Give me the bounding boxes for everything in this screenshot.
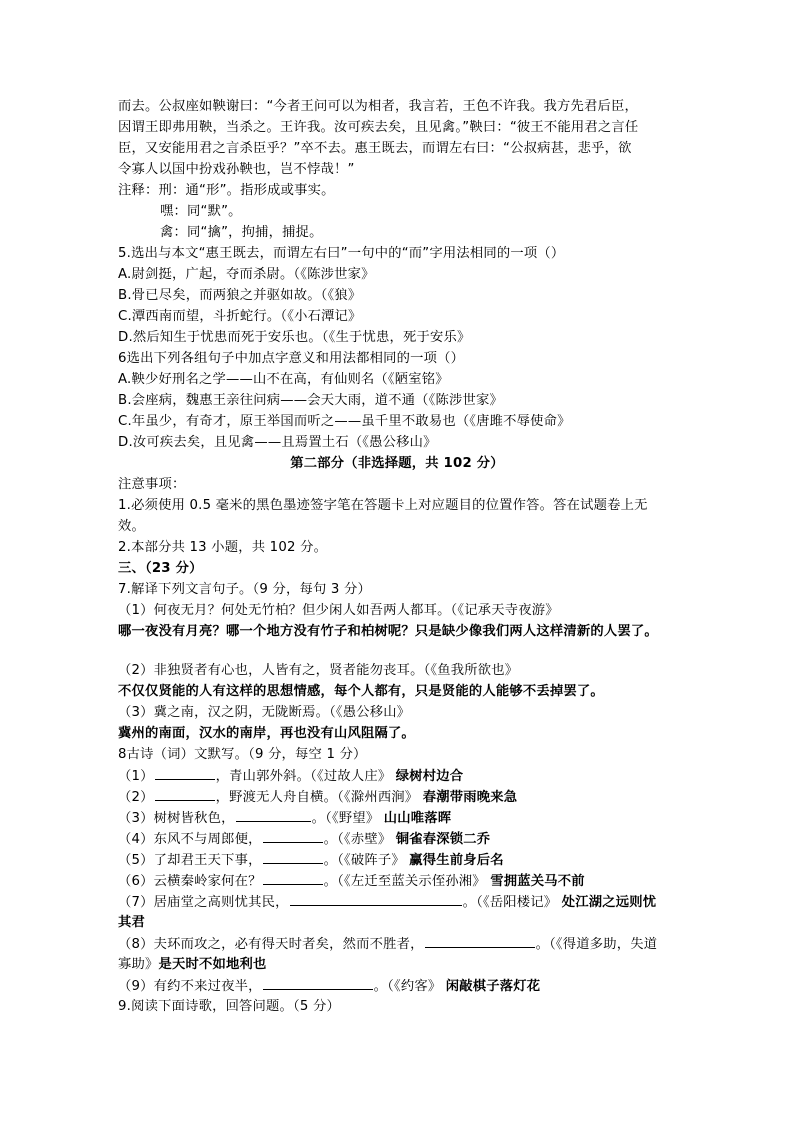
passage-line: 而去。公叔座如鞅谢曰：“今者王问可以为相者，我言若，王色不许我。我方先君后臣， — [118, 99, 638, 114]
question-9-stem: 9.阅读下面诗歌，回答问题。（5 分） — [118, 999, 340, 1014]
q5-option-c: C.潭西南而望，斗折蛇行。（《小石潭记》 — [118, 309, 362, 324]
item-answer: 闲敲棋子落灯花 — [445, 979, 541, 994]
notes-row — [118, 180, 335, 201]
note-item: 刑：通“形”。指形成或事实。 — [158, 183, 335, 198]
question-6-stem: 6选出下列各组句子中加点字意义和用法都相同的一项（） — [118, 351, 465, 366]
q5-option-d: D.然后知生于忧患而死于安乐也。（《生于忧患，死于安乐》 — [118, 330, 471, 345]
item-prefix: （7）居庙堂之高则忧其民， — [118, 895, 289, 910]
question-7-stem: 7.解译下列文言句子。（9 分，每句 3 分） — [118, 582, 371, 597]
item-answer: 赢得生前身后名 — [409, 853, 504, 868]
q8-item-7 — [118, 891, 656, 913]
item-prefix: （9）有约不来过夜半， — [118, 979, 262, 994]
item-suffix: ，野渡无人舟自横。（《滁州西涧》 — [215, 790, 419, 805]
item-suffix: 。（《岳阳楼记》 — [462, 895, 558, 910]
item-answer: 雪拥蓝关马不前 — [490, 874, 585, 889]
q5-option-b: B.骨已尽矣，而两狼之并驱如故。（《狼》 — [118, 288, 362, 303]
q7-sentence-1: （1）何夜无月？何处无竹柏？但少闲人如吾两人都耳。（《记承天寺夜游》 — [118, 603, 559, 618]
item-suffix: 。（《左迁至蓝关示侄孙湘》 — [323, 874, 486, 889]
q8-item-8 — [118, 933, 657, 955]
item-prefix: （2） — [118, 790, 154, 805]
notice-item: 2.本部分共 13 小题，共 102 分。 — [118, 540, 328, 555]
answer-blank — [236, 807, 311, 822]
q8-item-7-answer-cont: 其君 — [118, 915, 145, 930]
answer-blank — [263, 975, 373, 990]
q5-option-a: A.尉剑挺，广起，夺而杀尉。（《陈涉世家》 — [118, 267, 375, 282]
answer-blank — [290, 891, 462, 906]
item-prefix: （4）东风不与周郎便， — [118, 832, 262, 847]
item-suffix: 。（《破阵子》 — [323, 853, 405, 868]
answer-blank — [155, 765, 215, 780]
q8-item-8-cont — [118, 954, 266, 975]
answer-blank — [263, 870, 323, 885]
answer-blank — [263, 828, 323, 843]
item-answer: 绿树村边合 — [395, 769, 464, 784]
q8-item-6 — [118, 870, 585, 892]
q7-answer-3: 冀州的南面，汉水的南岸，再也没有山风阻隔了。 — [118, 726, 415, 741]
notice-item-cont: 效。 — [118, 519, 145, 534]
passage-line: 因谓王即弗用鞅，当杀之。王许我。汝可疾去矣，且见禽。”鞅曰：“彼王不能用君之言任 — [118, 120, 639, 135]
item-answer: 春潮带雨晚来急 — [422, 790, 518, 805]
passage-line: 令寡人以国中扮戏孙鞅也，岂不悖哉！” — [118, 162, 355, 177]
notice-item: 1.必须使用 0.5 毫米的黑色墨迹签字笔在答题卡上对应题目的位置作答。答在试题卷上无 — [118, 498, 648, 513]
q7-sentence-3: （3）冀之南，汉之阴，无陇断焉。（《愚公移山》 — [118, 705, 411, 720]
item-prefix: （1） — [118, 769, 154, 784]
item-prefix: （3）树树皆秋色， — [118, 811, 235, 826]
q8-item-9 — [118, 975, 540, 997]
item-suffix-cont: 寡助》 — [118, 957, 159, 972]
q7-answer-1: 哪一夜没有月亮？哪一个地方没有竹子和柏树呢？只是缺少像我们两人这样清新的人罢了。 — [118, 624, 658, 639]
q8-item-4 — [118, 828, 490, 850]
q6-option-c: C.年虽少，有奇才，原王举国而听之——虽千里不敢易也（《唐雎不辱使命》 — [118, 414, 571, 429]
q8-item-2 — [118, 786, 517, 808]
answer-blank — [263, 849, 323, 864]
q7-answer-2: 不仅仅贤能的人有这样的思想情感，每个人都有，只是贤能的人能够不丢掉罢了。 — [118, 684, 604, 699]
note-item: 嘿：同“默”。 — [160, 204, 242, 219]
q8-item-5 — [118, 849, 504, 871]
answer-blank — [155, 786, 215, 801]
q6-option-d: D.汝可疾去矣，且见禽——且焉置土石（《愚公移山》 — [118, 435, 437, 450]
item-suffix: ，青山郭外斜。（《过故人庄》 — [215, 769, 392, 784]
item-answer: 山山唯落晖 — [383, 811, 452, 826]
note-item: 禽：同“擒”，拘捕，捕捉。 — [160, 225, 323, 240]
item-prefix: （8）夫环而攻之，必有得天时者矣，然而不胜者， — [118, 937, 424, 952]
answer-blank — [425, 933, 535, 948]
item-suffix: 。（《约客》 — [373, 979, 442, 994]
section-heading: 三、（23 分） — [118, 561, 203, 576]
item-answer: 是天时不如地利也 — [158, 957, 267, 972]
item-suffix: 。（《赤壁》 — [323, 832, 392, 847]
q6-option-b: B.会座病，魏惠王亲往问病——会天大雨，道不通（《陈涉世家》 — [118, 393, 504, 408]
q8-item-3 — [118, 807, 451, 829]
q6-option-a: A.鞅少好刑名之学——山不在高，有仙则名（《陋室铭》 — [118, 372, 449, 387]
q7-sentence-2: （2）非独贤者有心也，人皆有之，贤者能勿丧耳。（《鱼我所欲也》 — [118, 663, 519, 678]
item-suffix: 。（《野望》 — [311, 811, 380, 826]
part-two-heading: 第二部分（非选择题，共 102 分） — [290, 456, 504, 471]
notice-label: 注意事项： — [118, 477, 186, 492]
item-prefix: （5）了却君王天下事， — [118, 853, 262, 868]
item-answer: 处江湖之远则忧 — [561, 895, 657, 910]
item-answer: 铜雀春深锁二乔 — [395, 832, 491, 847]
item-suffix: 。（《得道多助，失道 — [535, 937, 658, 952]
question-5-stem: 5.选出与本文“惠王既去，而谓左右曰”一句中的“而”字用法相同的一项（） — [118, 246, 565, 261]
question-8-stem: 8古诗（词）文默写。（9 分，每空 1 分） — [118, 747, 367, 762]
q8-item-1 — [118, 765, 463, 787]
item-prefix: （6）云横秦岭家何在？ — [118, 874, 262, 889]
passage-line: 臣，又安能用君之言杀臣乎？”卒不去。惠王既去，而谓左右曰：“公叔病甚，悲乎，欲 — [118, 141, 632, 156]
notes-label: 注释： — [118, 183, 159, 198]
